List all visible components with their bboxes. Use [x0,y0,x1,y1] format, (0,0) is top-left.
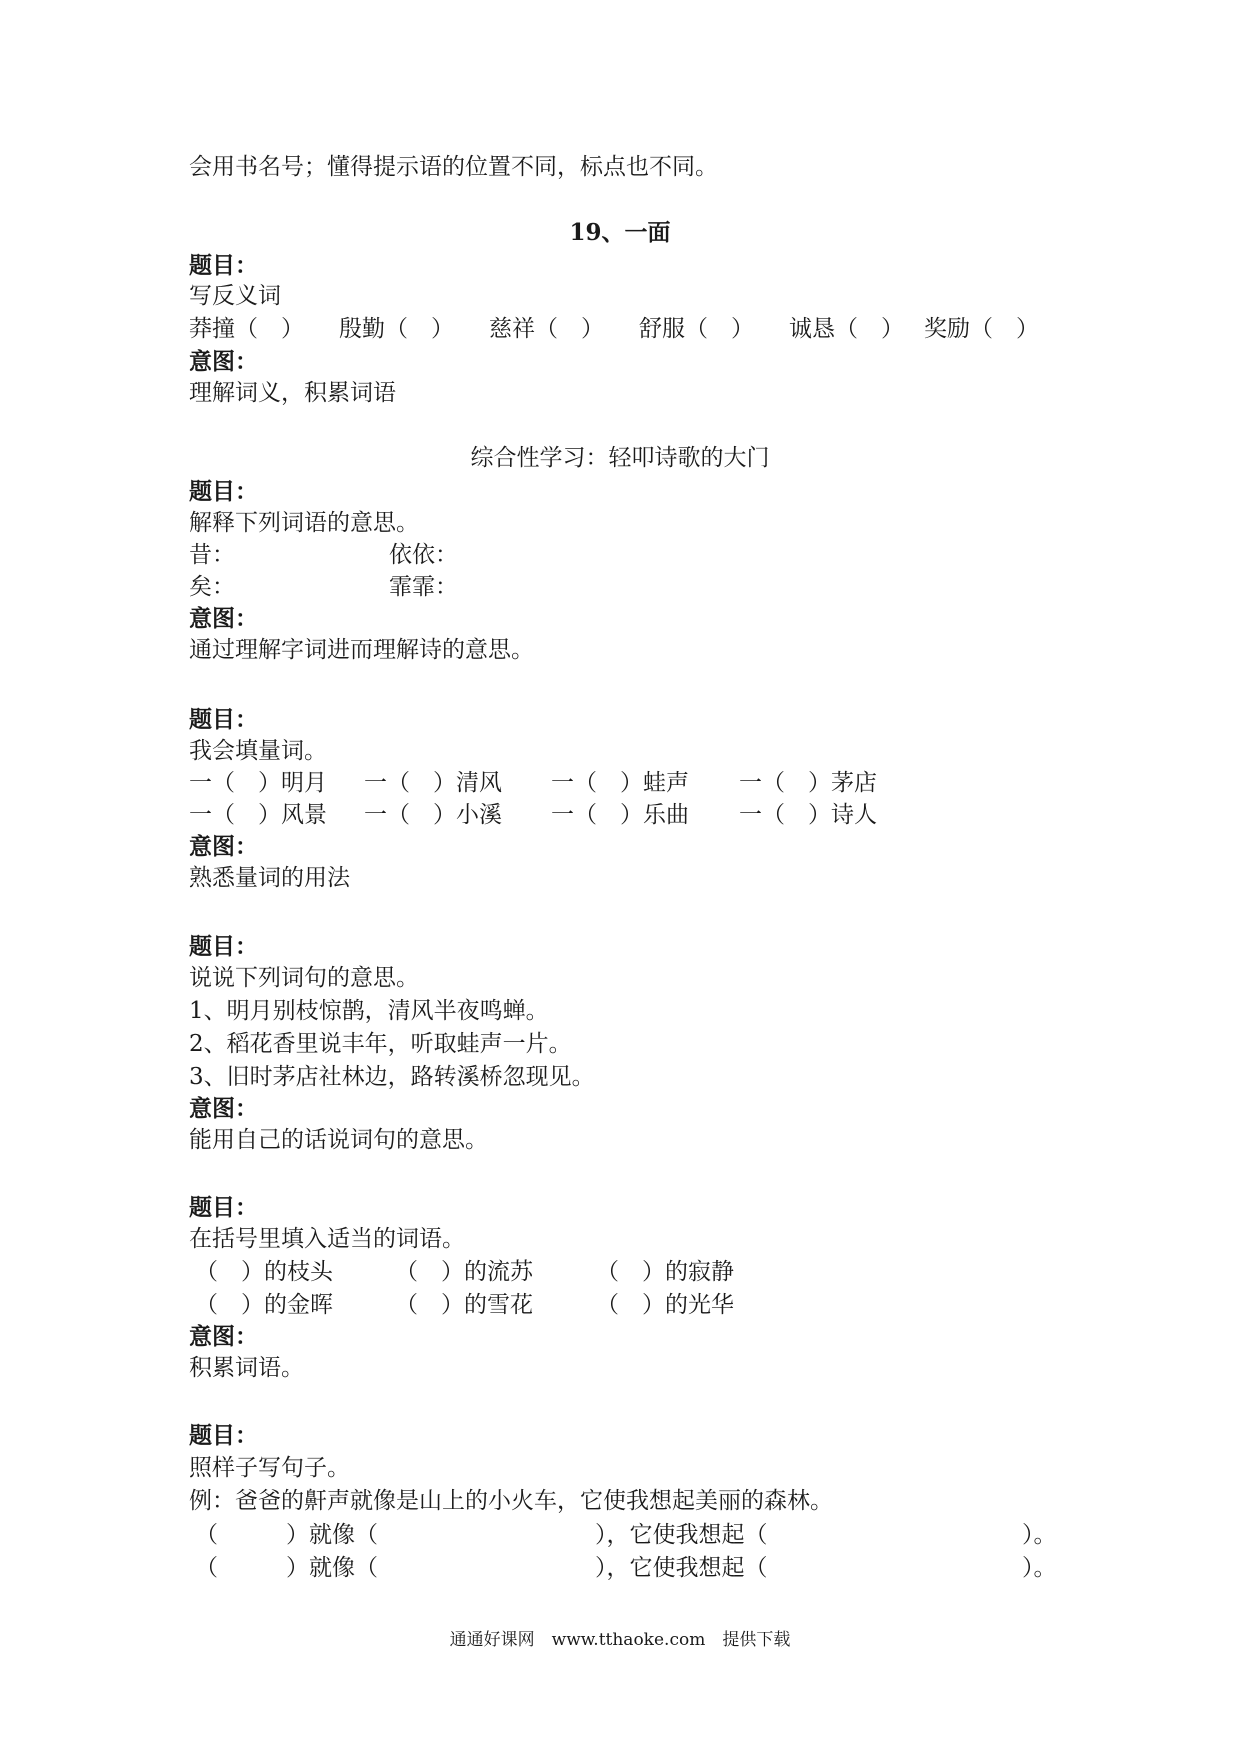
measure-word-item: 一（ ）小溪 [364,802,502,828]
sentence-blank-part: ），它使我想起（ [595,1555,768,1581]
fill-word-item: （ ）的金晖 [195,1292,333,1318]
question-text: 解释下列词语的意思。 [189,510,419,536]
antonym-item: 舒服（ ） [639,316,754,342]
example-sentence: 例：爸爸的鼾声就像是山上的小火车，它使我想起美丽的森林。 [189,1488,833,1514]
question-text: 在括号里填入适当的词语。 [189,1226,465,1252]
sentence-blank-part: ）就像（ [286,1555,378,1581]
sentence-blank-part: （ [195,1555,218,1581]
sentence-blank-part: ）。 [1022,1555,1057,1581]
antonym-item: 诚恳（ ） [789,316,904,342]
verse-item: 1、明月别枝惊鹊，清风半夜鸣蝉。 [189,998,549,1024]
measure-word-item: 一（ ）清风 [364,770,502,796]
measure-word-item: 一（ ）茅店 [739,770,877,796]
intent-label: 意图： [189,1323,258,1350]
intent-label: 意图： [189,833,258,860]
fill-word-item: （ ）的枝头 [195,1259,333,1285]
intent-label: 意图： [189,348,258,375]
intent-text: 熟悉量词的用法 [189,865,350,891]
sentence-blank-part: （ [195,1522,218,1548]
measure-word-item: 一（ ）诗人 [739,802,877,828]
definition-item: 矣： [189,574,235,600]
sentence-blank-part: ）。 [1022,1522,1057,1548]
verse-item: 3、旧时茅店社林边，路转溪桥忽现见。 [189,1064,595,1090]
measure-word-item: 一（ ）风景 [189,802,327,828]
question-text: 写反义词 [189,283,281,309]
definition-item: 昔： [189,542,235,568]
antonym-item: 慈祥（ ） [489,316,604,342]
question-label: 题目： [189,706,258,733]
intent-text: 通过理解字词进而理解诗的意思。 [189,637,534,663]
question-text: 说说下列词句的意思。 [189,965,419,991]
antonym-item: 奖励（ ） [924,316,1039,342]
verse-item: 2、稻花香里说丰年，听取蛙声一片。 [189,1031,572,1057]
sentence-blank-part: ），它使我想起（ [595,1522,768,1548]
section-19-title: 19、一面 [569,219,671,246]
definition-item: 依依： [389,542,458,568]
intent-text: 积累词语。 [189,1355,304,1381]
measure-word-item: 一（ ）乐曲 [551,802,689,828]
intent-label: 意图： [189,1095,258,1122]
intent-text: 能用自己的话说词句的意思。 [189,1127,488,1153]
intent-text: 理解词义，积累词语 [189,380,396,406]
question-text: 照样子写句子。 [189,1455,350,1481]
measure-word-item: 一（ ）明月 [189,770,327,796]
fill-word-item: （ ）的雪花 [395,1292,533,1318]
intent-label: 意图： [189,605,258,632]
question-label: 题目： [189,252,258,279]
antonym-item: 莽撞（ ） [189,316,304,342]
definition-item: 霏霏： [389,574,458,600]
comprehensive-title: 综合性学习：轻叩诗歌的大门 [470,445,770,471]
fill-word-item: （ ）的寂静 [596,1259,734,1285]
fill-word-item: （ ）的光华 [596,1292,734,1318]
intro-line: 会用书名号；懂得提示语的位置不同，标点也不同。 [189,154,718,180]
question-label: 题目： [189,478,258,505]
fill-word-item: （ ）的流苏 [395,1259,533,1285]
antonym-item: 殷勤（ ） [339,316,454,342]
measure-word-item: 一（ ）蛙声 [551,770,689,796]
question-label: 题目： [189,1194,258,1221]
sentence-blank-part: ）就像（ [286,1522,378,1548]
question-text: 我会填量词。 [189,738,327,764]
question-label: 题目： [189,933,258,960]
page-footer: 通通好课网 www.tthaoke.com 提供下载 [449,1630,791,1650]
question-label: 题目： [189,1422,258,1449]
